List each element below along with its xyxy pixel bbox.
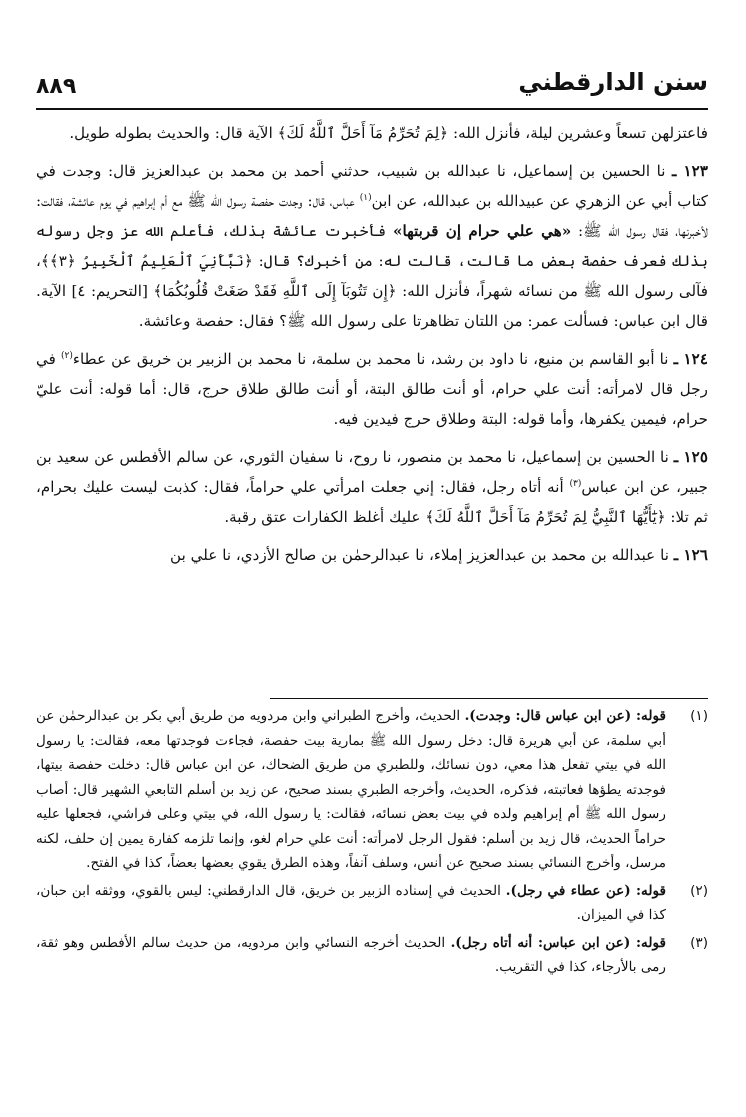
text-segment: فأخبرت عائشة بذلك، فأعلم الله عز وجل رسوله بذلك فعرف حفصة بعض ما قالت، قالت له: من أخبرك؟ قال:: [36, 222, 708, 270]
footnote-label: قوله: (عن ابن عباس: أنه أتاه رجل).: [450, 934, 666, 951]
prophetic-saying: «هي علي حرام إن قربتها»: [392, 222, 572, 240]
footnote-body: الحديث في إسناده الزبير بن خريق، قال الدارقطني: ليس بالقوي، ووثقه ابن حبان، كذا في الميزان.: [36, 882, 666, 923]
footnote-body: الحديث، وأخرج الطبراني وابن مردويه من طريق أبي بكر بن عبدالرحمٰن عن أبي سلمة، عن أبي هريرة قال: دخل رسول الله ﷺ بمارية بيت حفصة، فجاءت فوجدتها معه، فقالت: يا رسول الله في بيتي تفعل هذا معي، دون نسائك، وللطبري من طريق الضحاك، عن ابن عباس قال: دخلت حفصة بيتها، فوجدته يطؤها فعاتبته، فذكره، الحديث، وأخرجه الطبري بسند صحيح، عن زيد بن أسلم التابعي الشهير قال: أصاب رسول الله ﷺ أم إبراهيم ولده في بيت بعض نسائه، فقالت: يا رسول الله، في بيتي وعلى فراشي، فجعلها عليه حراماً الحديث، قال زيد بن أسلم: فقول الرجل لامرأته: أنت علي حرام لغو، وإنما تلزمه كفارة يمين إن حلف، لكنه مرسل، وأخرج النسائي بسند صحيح عن أنس، وسلف آنفاً، وهذه الطرق يقوي بعضها بعضاً، كذا في الفتح.: [36, 708, 666, 871]
hadith-125: [36, 442, 708, 532]
footnote-number: (٢): [690, 882, 708, 899]
quran-verse: ﴿إِن تَتُوبَآ إِلَى ٱللَّهِ فَقَدْ صَغَتْ قُلُوبُكُمَا﴾: [153, 282, 397, 300]
text-segment: نا أبو القاسم بن منيع، نا داود بن رشد، نا محمد بن سلمة، نا محمد بن الزبير بن خريق عن عطاء: [72, 350, 674, 368]
hadith-124: [36, 344, 708, 434]
hadith-number: ١٢٤ ـ: [673, 350, 708, 368]
hadith-number: ١٢٦ ـ: [673, 546, 708, 564]
footnotes-section: [36, 704, 708, 983]
hadith-number: ١٢٥ ـ: [673, 448, 708, 466]
footnote-label: قوله: (عن عطاء في رجل).: [505, 882, 667, 899]
quran-verse: ﴿نَبَّأَنِيَ ٱلْعَلِيمُ ٱلْخَبِيرُ ﴿٣﴾﴾: [40, 252, 253, 270]
footnote-text: [36, 704, 666, 876]
footnote-label: قوله: (عن ابن عباس قال: وجدت).: [464, 708, 667, 724]
text-segment: فاعتزلهن تسعاً وعشرين ليلة، فأنزل الله:: [448, 124, 708, 142]
footnote-text: [36, 931, 666, 980]
text-segment: ، فآلى رسول الله ﷺ من نسائه شهراً، فأنزل الله:: [36, 252, 708, 300]
continuation-paragraph: [36, 118, 708, 148]
footnote-number: (٣): [690, 934, 708, 951]
text-segment: عباس، قال: وجدت حفصة رسول الله ﷺ مع أم إبراهيم في يوم عائشة، فقالت: لأخبرنها، فقال رسول الله ﷺ:: [36, 192, 709, 240]
footnote-text: [36, 879, 666, 928]
text-segment: [التحريم: ٤] الآية. قال ابن عباس: فسألت عمر: من اللتان تظاهرتا على رسول الله ﷺ؟ فقال: حفصة وعائشة.: [36, 282, 708, 330]
hadith-126: [36, 540, 708, 570]
text-segment: أنه أتاه رجل، فقال: إني جعلت امرأتي علي حراماً، فقال: كذبت ليست عليك بحرام، ثم تلا:: [36, 478, 708, 526]
header-divider: [36, 108, 708, 110]
page-number: ٨٨٩: [36, 74, 77, 99]
footnote-number: (١): [690, 708, 708, 724]
quran-verse: ﴿يَٰٓأَيُّهَا ٱلنَّبِيُّ لِمَ تُحَرِّمُ مَآ أَحَلَّ ٱللَّهُ لَكَ﴾: [425, 508, 666, 526]
hadith-123: [36, 156, 708, 336]
footnote-ref[interactable]: (٣): [569, 478, 582, 489]
footnote-divider: [270, 698, 708, 699]
footnote-1: [36, 704, 708, 876]
text-segment: عليك أغلظ الكفارات عتق رقبة.: [224, 508, 426, 526]
quran-verse: ﴿لِمَ تُحَرِّمُ مَآ أَحَلَّ ٱللَّهُ لَكَ﴾: [277, 124, 449, 142]
footnote-ref[interactable]: (٢): [60, 350, 73, 361]
text-segment: نا الحسين بن إسماعيل، نا محمد بن منصور، نا روح، نا سفيان الثوري، عن سالم الأفطس عن سعيد بن جبير، عن ابن عباس: [36, 448, 709, 496]
book-title: سنن الدارقطني: [518, 68, 708, 96]
footnote-ref[interactable]: (١): [359, 192, 372, 203]
text-segment: الآية قال: والحديث بطوله طويل.: [69, 124, 278, 142]
page-header: [36, 68, 708, 108]
text-segment: نا عبدالله بن محمد بن عبدالعزيز إملاء، نا عبدالرحمٰن بن صالح الأزدي، نا علي بن: [170, 546, 674, 564]
footnote-2: [36, 879, 708, 928]
footnote-body: الحديث أخرجه النسائي وابن مردويه، من حديث سالم الأفطس وهو ثقة، رمى بالأرجاء، كذا في التقريب.: [36, 934, 666, 975]
text-segment: نا الحسين بن إسماعيل، نا عبدالله بن شبيب، حدثني أحمد بن محمد بن عبدالعزيز قال: وجدت في كتاب أبي عن الزهري عن عبيدالله بن عبدالله، عن ابن: [36, 162, 709, 210]
hadith-number: ١٢٣ ـ: [672, 162, 708, 180]
text-segment: في رجل قال لامرأته: أنت علي حرام، أو أنت طالق البتة، أو أنت طالق طلاق حرج، قال: أما قوله: أنت عليّ حرام، فيمين يكفرها، وأما قوله: البتة وطلاق حرج فيدين فيه.: [36, 350, 708, 428]
footnote-3: [36, 931, 708, 980]
main-text: [36, 118, 708, 578]
